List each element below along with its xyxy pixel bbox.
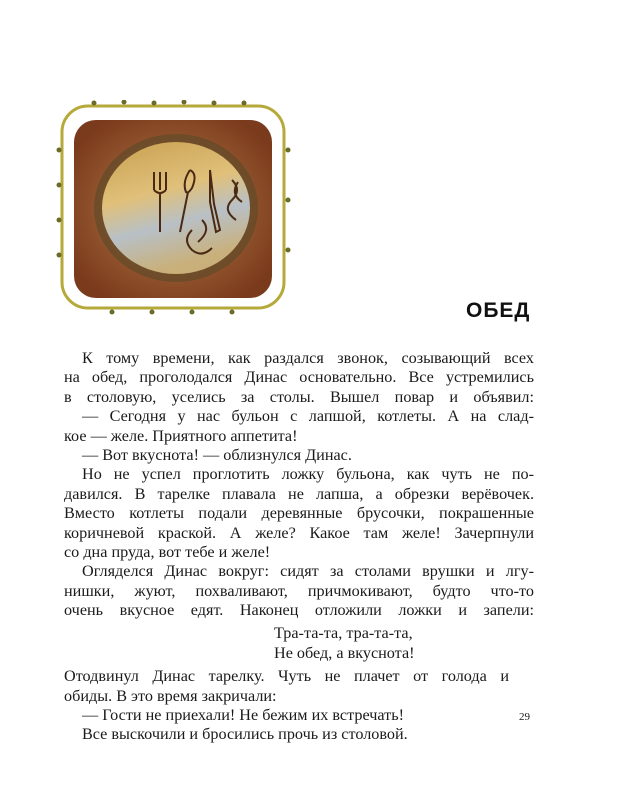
text-line: Но не успел проглотить ложку бульона, как чуть не по-	[82, 465, 534, 484]
text-line: К тому времени, как раздался звонок, созывающий всех	[82, 349, 534, 367]
plate-illustration	[52, 100, 292, 315]
text-line: на обед, проголодался Динас основательно. Все устремились	[64, 368, 534, 387]
text-line: в столовую, уселись за столы. Вышел повар и объявил:	[64, 387, 534, 406]
text-line: Вместо котлеты подали деревянные брусочки, покрашенные	[64, 504, 534, 523]
body-text	[64, 349, 534, 745]
text-line: обиды. В это время закричали:	[64, 686, 277, 705]
text-line: кое — желе. Приятного аппетита!	[64, 426, 298, 445]
verse-line: Не обед, а вкуснота!	[274, 643, 415, 662]
text-line: давился. В тарелке плавала не лапша, а обрезки верёвочек.	[64, 484, 534, 503]
chapter-title: ОБЕД	[466, 299, 531, 322]
text-line: очень вкусное едят. Наконец отложили ложки и запели:	[64, 601, 534, 620]
text-line: со дна пруда, вот тебе и желе!	[64, 542, 271, 561]
verse-line: Тра-та-та, тра-та-та,	[274, 624, 413, 643]
text-line: Все выскочили и бросились прочь из столовой.	[82, 725, 408, 744]
text-line: — Вот вкуснота! — облизнулся Динас.	[82, 445, 352, 464]
text-line: нишки, жуют, похваливают, причмокивают, будто что-то	[64, 581, 534, 600]
text-line: — Гости не приехали! Не бежим их встречать!	[82, 706, 405, 725]
page-number: 29	[519, 711, 530, 723]
text-line: — Сегодня у нас бульон с лапшой, котлеты. А на слад-	[82, 407, 534, 426]
text-line: коричневой краской. А желе? Какое там желе! Зачерпнули	[64, 523, 534, 542]
text-line: Огляделся Динас вокруг: сидят за столами врушки и лгу-	[82, 562, 534, 581]
text-line: Отодвинул Динас тарелку. Чуть не плачет от голода и	[64, 667, 509, 686]
